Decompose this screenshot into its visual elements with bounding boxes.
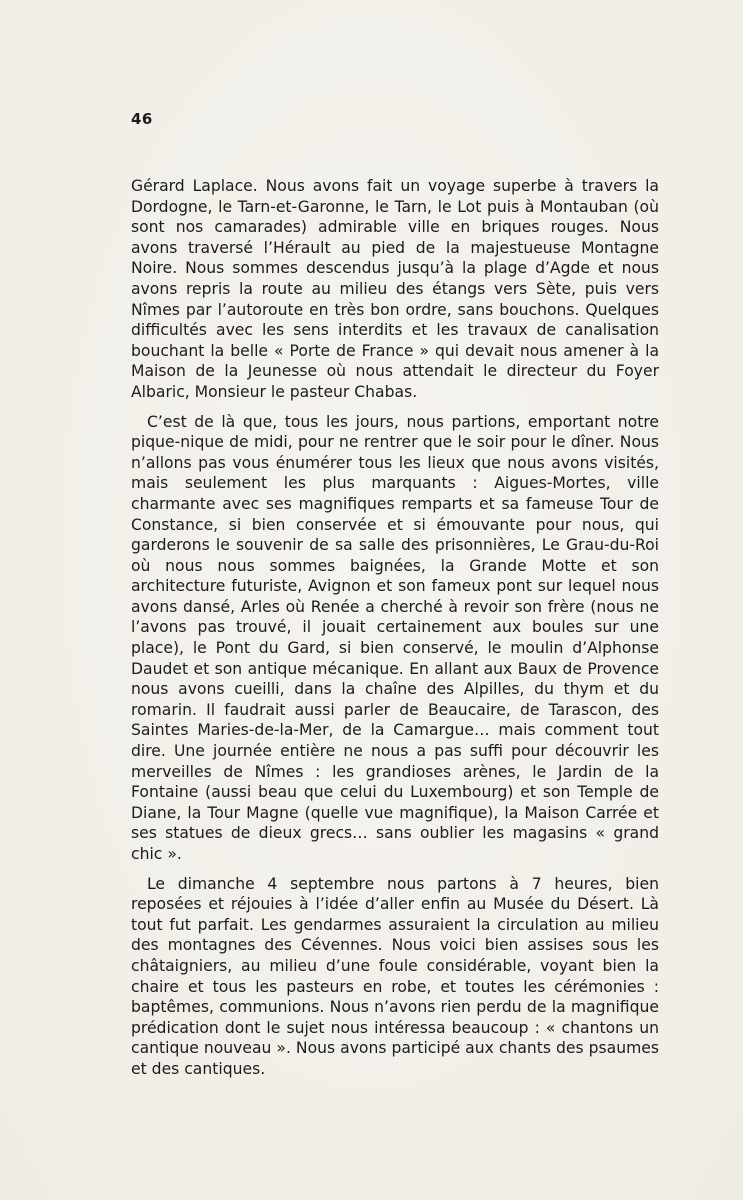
paragraph-1: Gérard Laplace. Nous avons fait un voyage superbe à travers la Dordogne, le Tarn-et-Garonne, le Tarn, le Lot puis à Montauban (où sont nos camarades) admirable ville en briques rouges. Nous avons traversé l’Hérault au pied de la majestueuse Montagne Noire. Nous sommes descendus jusqu’à la plage d’Agde et nous avons repris la route au milieu des étangs vers Sète, puis vers Nîmes par l’autoroute en très bon ordre, sans bouchons. Quelques difficultés avec les sens interdits et les travaux de canalisation bouchant la belle « Porte de France » qui devait nous amener à la Maison de la Jeunesse où nous attendait le directeur du Foyer Albaric, Monsieur le pasteur Chabas. <box>131 177 659 401</box>
paragraph-2: C’est de là que, tous les jours, nous partions, emportant notre pique-nique de midi, pour ne rentrer que le soir pour le dîner. Nous n’allons pas vous énumérer tous les lieux que nous avons visités, mais seulement les plus marquants : Aigues-Mortes, ville charmante avec ses magnifiques remparts et sa fameuse Tour de Constance, si bien conservée et si émouvante pour nous, qui garderons le souvenir de sa salle des prisonnières, Le Grau-du-Roi où nous nous sommes baignées, la Grande Motte et son architecture futuriste, Avignon et son fameux pont sur lequel nous avons dansé, Arles où Renée a cherché à revoir son frère (nous ne l’avons pas trouvé, il jouait certainement aux boules sur une place), le Pont du Gard, si bien conservé, le moulin d’Alphonse Daudet et son antique mécanique. En allant aux Baux de Provence nous avons cueilli, dans la chaîne des Alpilles, du thym et du romarin. Il faudrait aussi parler de Beaucaire, de Tarascon, des Saintes Maries-de-la-Mer, de la Camargue… mais comment tout dire. Une journée entière ne nous a pas suffi pour découvrir les merveilles de Nîmes : les grandioses arènes, le Jardin de la Fontaine (aussi beau que celui du Luxembourg) et son Temple de Diane, la Tour Magne (quelle vue magnifique), la Maison Carrée et ses statues de dieux grecs… sans oublier les magasins « grand chic ». <box>131 412 659 863</box>
paragraph-3: Le dimanche 4 septembre nous partons à 7 heures, bien reposées et réjouies à l’idée d’aller enfin au Musée du Désert. Là tout fut parfait. Les gendarmes assuraient la circulation au milieu des montagnes des Cévennes. Nous voici bien assises sous les châtaigniers, au milieu d’une foule considérable, voyant bien la chaire et tous les pasteurs en robe, et toutes les cérémonies : baptêmes, communions. Nous n’avons rien perdu de la magnifique prédication dont le sujet nous intéressa beaucoup : « chantons un cantique nouveau ». Nous avons participé aux chants des psaumes et des cantiques. <box>131 874 659 1078</box>
body-text <box>131 176 659 1089</box>
page-number: 46 <box>131 110 153 128</box>
